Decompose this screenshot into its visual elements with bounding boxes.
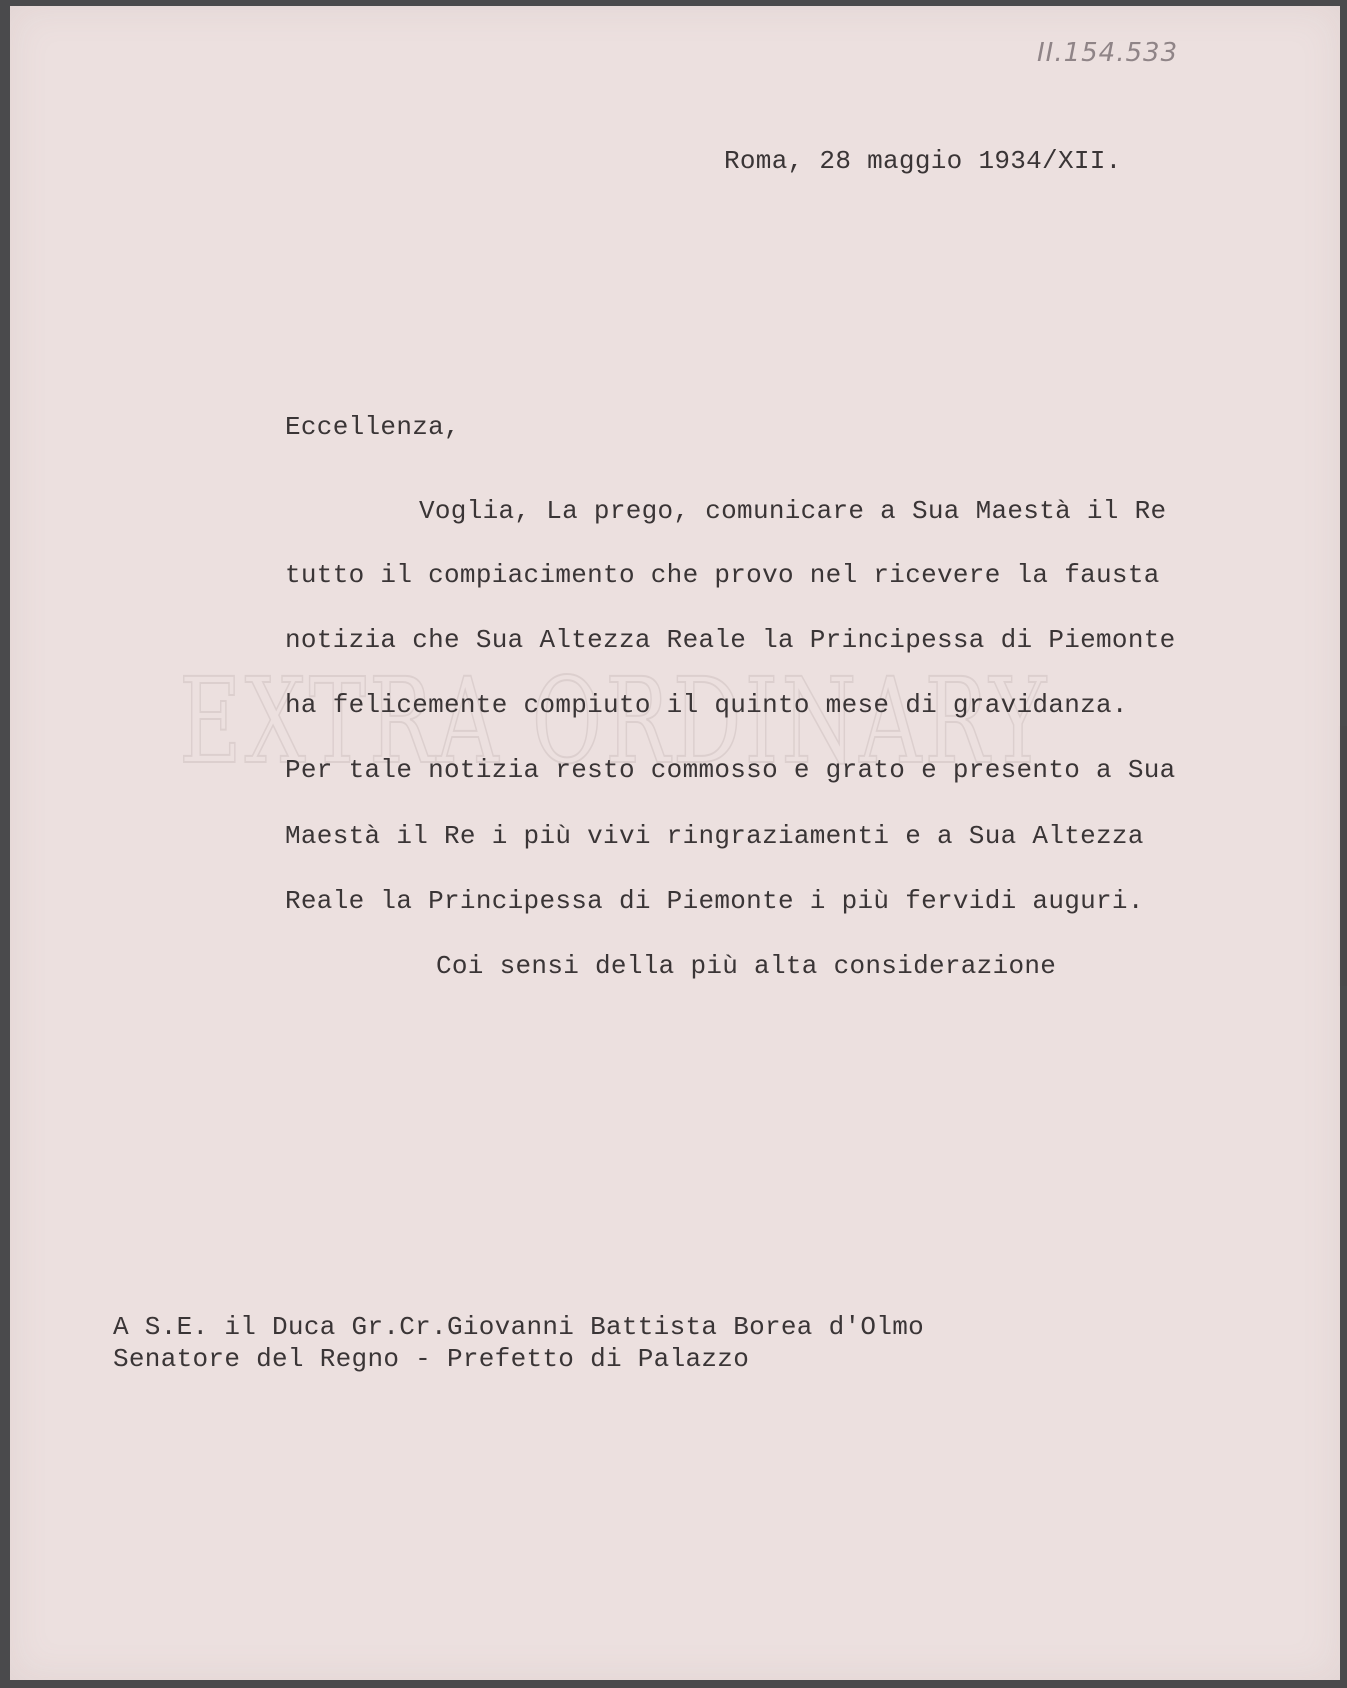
archive-number: II.154.533 [1037, 38, 1179, 68]
closing-line: Coi sensi della più alta considerazione [436, 951, 1057, 981]
salutation: Eccellenza, [285, 412, 460, 442]
watermark-text: EXTRA ORDINARY [179, 654, 1049, 782]
letter-page [10, 6, 1340, 1680]
body-line: Reale la Principessa di Piemonte i più fervidi auguri. [285, 886, 1144, 916]
date-line: Roma, 28 maggio 1934/XII. [724, 146, 1122, 176]
body-line: tutto il compiacimento che provo nel ricevere la fausta [285, 560, 1160, 590]
addressee-line: A S.E. il Duca Gr.Cr.Giovanni Battista Borea d'Olmo [113, 1312, 925, 1342]
body-line: Voglia, La prego, comunicare a Sua Maestà il Re [419, 496, 1167, 526]
addressee-line: Senatore del Regno - Prefetto di Palazzo [113, 1344, 750, 1374]
body-line: Per tale notizia resto commosso e grato e presento a Sua [285, 755, 1176, 785]
body-line: Maestà il Re i più vivi ringraziamenti e a Sua Altezza [285, 821, 1144, 851]
paper-fold [1338, 726, 1347, 986]
body-line: notizia che Sua Altezza Reale la Principessa di Piemonte [285, 625, 1176, 655]
body-line: ha felicemente compiuto il quinto mese di gravidanza. [285, 690, 1128, 720]
